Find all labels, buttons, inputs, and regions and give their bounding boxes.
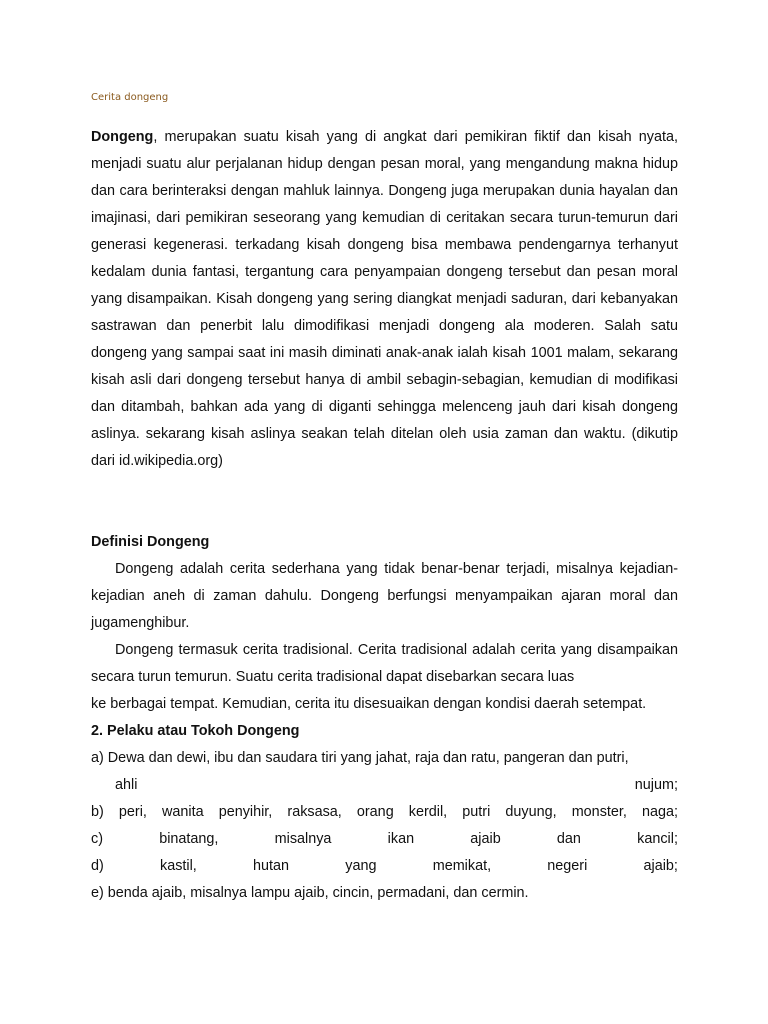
item-d-word: negeri [547, 858, 588, 874]
item-d-word: memikat, [432, 858, 492, 874]
characters-item-a: a) Dewa dan dewi, ibu dan saudara tiri yang jahat, raja dan ratu, pangeran dan putri, [91, 750, 629, 766]
item-c-word: c) [91, 831, 103, 847]
item-c-word: misalnya [274, 831, 332, 847]
definition-paragraph-1: Dongeng adalah cerita sederhana yang tidak benar-benar terjadi, misalnya kejadian-kejadian aneh di zaman dahulu. Dongeng berfungsi menyampaikan ajaran moral dan jugamenghibur. [91, 561, 678, 631]
item-d-word: ajaib; [643, 858, 678, 874]
item-d-word: hutan [253, 858, 290, 874]
item-a-word: ahli [115, 777, 138, 793]
characters-item-d [91, 853, 678, 880]
definition-paragraph-2: Dongeng termasuk cerita tradisional. Cerita tradisional adalah cerita yang disampaikan secara turun temurun. Suatu cerita tradisional dapat disebarkan secara luas [91, 642, 678, 685]
item-c-word: ikan [387, 831, 415, 847]
definition-paragraph-3: ke berbagai tempat. Kemudian, cerita itu disesuaikan dengan kondisi daerah setempat. [91, 696, 647, 712]
intro-term: Dongeng [91, 129, 154, 145]
characters-item-a-continuation [91, 772, 678, 799]
characters-item-b: b) peri, wanita penyihir, raksasa, orang kerdil, putri duyung, monster, naga; [91, 804, 678, 820]
intro-paragraph [91, 124, 678, 475]
item-c-word: dan [556, 831, 581, 847]
item-d-word: yang [345, 858, 377, 874]
document-header-title: Cerita dongeng [91, 92, 169, 103]
item-d-word: kastil, [160, 858, 197, 874]
characters-heading: 2. Pelaku atau Tokoh Dongeng [91, 723, 300, 739]
characters-item-e: e) benda ajaib, misalnya lampu ajaib, cincin, permadani, dan cermin. [91, 885, 529, 901]
item-d-word: d) [91, 858, 104, 874]
item-a-word: nujum; [634, 777, 678, 793]
item-c-word: ajaib [470, 831, 501, 847]
intro-text: , merupakan suatu kisah yang di angkat dari pemikiran fiktif dan kisah nyata, menjadi suatu alur perjalanan hidup dengan pesan moral, yang mengandung makna hidup dan cara berinteraksi dengan mahluk lainnya. Dongeng juga merupakan dunia hayalan dan imajinasi, dari pemikiran seseorang yang kemudian di ceritakan secara turun-temurun dari generasi kegenerasi. terkadang kisah dongeng bisa membawa pendengarnya terhanyut kedalam dunia fantasi, tergantung cara penyampaian dongeng tersebut dan pesan moral yang disampaikan. Kisah dongeng yang sering diangkat menjadi saduran, dari kebanyakan sastrawan dan penerbit lalu dimodifikasi menjadi dongeng ala moderen. Salah satu dongeng yang sampai saat ini masih diminati anak-anak ialah kisah 1001 malam, sekarang kisah asli dari dongeng tersebut hanya di ambil sebagin-sebagian, kemudian di modifikasi dan ditambah, bahkan ada yang di diganti sehingga melenceng jauh dari kisah dongeng aslinya. sekarang kisah aslinya seakan telah ditelan oleh usia zaman dan waktu. (dikutip dari id.wikipedia.org) [91, 129, 678, 469]
document-body [91, 124, 678, 907]
item-c-word: binatang, [159, 831, 219, 847]
item-c-word: kancil; [637, 831, 678, 847]
characters-item-c [91, 826, 678, 853]
definition-heading: Definisi Dongeng [91, 534, 210, 550]
